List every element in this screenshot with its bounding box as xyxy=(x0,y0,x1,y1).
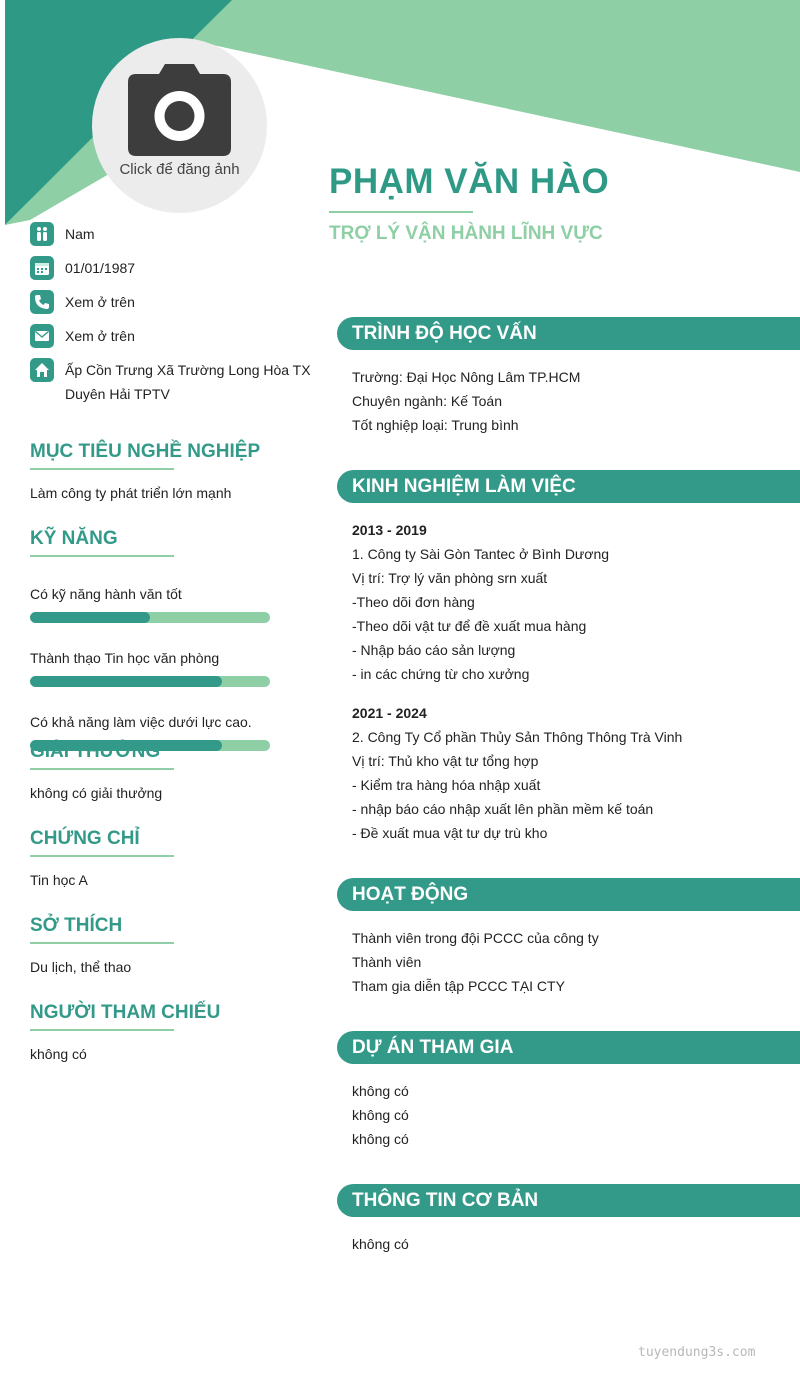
section-underline xyxy=(30,942,174,944)
home-icon xyxy=(30,358,54,382)
section-title: NGƯỜI THAM CHIẾU xyxy=(30,1002,221,1023)
job-line: -Theo dõi đơn hàng xyxy=(352,594,475,610)
skill-label: Có kỹ năng hành văn tốt xyxy=(30,586,182,602)
section-body xyxy=(337,1064,800,1151)
contact-phone xyxy=(30,290,320,314)
job-title: TRỢ LÝ VẬN HÀNH LĨNH VỰC xyxy=(329,223,603,244)
job-line: - Kiểm tra hàng hóa nhập xuất xyxy=(352,777,541,793)
contact-value: Xem ở trên xyxy=(65,328,135,344)
skill-bar xyxy=(30,676,270,687)
section-title: CHỨNG CHỈ xyxy=(30,828,140,849)
job-line: - Đề xuất mua vật tư dự trù kho xyxy=(352,825,548,841)
section-body xyxy=(337,503,800,845)
skill-bar-fill xyxy=(30,676,222,687)
project-line: không có xyxy=(352,1131,409,1147)
section-header: DỰ ÁN THAM GIA xyxy=(337,1031,800,1064)
contact-gender xyxy=(30,222,320,246)
section-title: MỤC TIÊU NGHỀ NGHIỆP xyxy=(30,441,261,462)
skill-bar-fill xyxy=(30,612,150,623)
contact-address xyxy=(30,358,320,406)
hobbies-section xyxy=(30,913,320,977)
avatar-caption: Click để đăng ảnh xyxy=(119,161,240,178)
job-line: - in các chứng từ cho xưởng xyxy=(352,666,530,682)
education-line: Trường: Đại Học Nông Lâm TP.HCM xyxy=(352,369,581,385)
contact-value: Xem ở trên xyxy=(65,294,135,310)
skills-section xyxy=(30,526,320,751)
section-underline xyxy=(30,1029,174,1031)
section-underline xyxy=(30,855,174,857)
activity-line: Thành viên xyxy=(352,954,422,970)
job-line: -Theo dõi vật tư để đề xuất mua hàng xyxy=(352,618,587,634)
project-line: không có xyxy=(352,1083,409,1099)
job-line: Vị trí: Thủ kho vật tư tổng hợp xyxy=(352,753,539,769)
education-section xyxy=(337,317,800,437)
section-title: GIẢI THƯỞNG xyxy=(30,741,161,762)
skill-bar xyxy=(30,612,270,623)
section-title: SỞ THÍCH xyxy=(30,915,123,936)
section-text: Làm công ty phát triển lớn mạnh xyxy=(30,485,232,501)
contact-value: 01/01/1987 xyxy=(65,260,136,276)
education-line: Chuyên ngành: Kế Toán xyxy=(352,393,502,409)
activity-line: Tham gia diễn tập PCCC TẠI CTY xyxy=(352,978,565,994)
basic-info-section xyxy=(337,1184,800,1256)
objective-section xyxy=(30,439,320,503)
section-header: KINH NGHIỆM LÀM VIỆC xyxy=(337,470,800,503)
contact-value: Nam xyxy=(65,226,95,242)
job-years: 2021 - 2024 xyxy=(352,705,427,721)
contact-birthday xyxy=(30,256,320,280)
section-body xyxy=(337,350,800,437)
avatar-upload[interactable] xyxy=(92,38,267,213)
skill-label: Có khả năng làm việc dưới lực cao. xyxy=(30,714,252,730)
job-line: Vị trí: Trợ lý văn phòng srn xuất xyxy=(352,570,548,586)
section-underline xyxy=(30,768,174,770)
skill-label: Thành thạo Tin học văn phòng xyxy=(30,650,220,666)
section-header: THÔNG TIN CƠ BẢN xyxy=(337,1184,800,1217)
awards-section xyxy=(30,739,320,803)
contact-list xyxy=(30,222,320,416)
watermark: tuyendung3s.com xyxy=(638,1345,756,1360)
section-body xyxy=(337,911,800,998)
calendar-icon xyxy=(30,256,54,280)
projects-section xyxy=(337,1031,800,1151)
basic-info-line: không có xyxy=(352,1236,409,1252)
certificates-section xyxy=(30,826,320,890)
section-header: HOẠT ĐỘNG xyxy=(337,878,800,911)
section-text: không có xyxy=(30,1046,87,1062)
activity-line: Thành viên trong đội PCCC của công ty xyxy=(352,930,599,946)
job-line: - nhập báo cáo nhập xuất lên phần mềm kế toán xyxy=(352,801,654,817)
section-underline xyxy=(30,468,174,470)
section-text: không có giải thưởng xyxy=(30,785,163,801)
job-line: 1. Công ty Sài Gòn Tantec ở Bình Dương xyxy=(352,546,610,562)
name-underline xyxy=(329,211,473,213)
email-icon xyxy=(30,324,54,348)
candidate-name: PHẠM VĂN HÀO xyxy=(329,162,610,201)
section-text: Tin học A xyxy=(30,872,88,888)
job-years: 2013 - 2019 xyxy=(352,522,427,538)
section-title: KỸ NĂNG xyxy=(30,528,118,549)
section-header: TRÌNH ĐỘ HỌC VẤN xyxy=(337,317,800,350)
project-line: không có xyxy=(352,1107,409,1123)
job-line: 2. Công Ty Cổ phần Thủy Sản Thông Thông Trà Vinh xyxy=(352,729,683,745)
contact-value: Ấp Cồn Trưng Xã Trường Long Hòa TX Duyên Hải TPTV xyxy=(65,362,311,402)
job-line: - Nhập báo cáo sản lượng xyxy=(352,642,516,658)
section-body xyxy=(337,1217,800,1256)
activities-section xyxy=(337,878,800,998)
phone-icon xyxy=(30,290,54,314)
camera-icon xyxy=(127,64,232,156)
references-section xyxy=(30,1000,320,1064)
experience-section xyxy=(337,470,800,845)
contact-email xyxy=(30,324,320,348)
gender-icon xyxy=(30,222,54,246)
section-text: Du lịch, thể thao xyxy=(30,959,132,975)
education-line: Tốt nghiệp loại: Trung bình xyxy=(352,417,519,433)
